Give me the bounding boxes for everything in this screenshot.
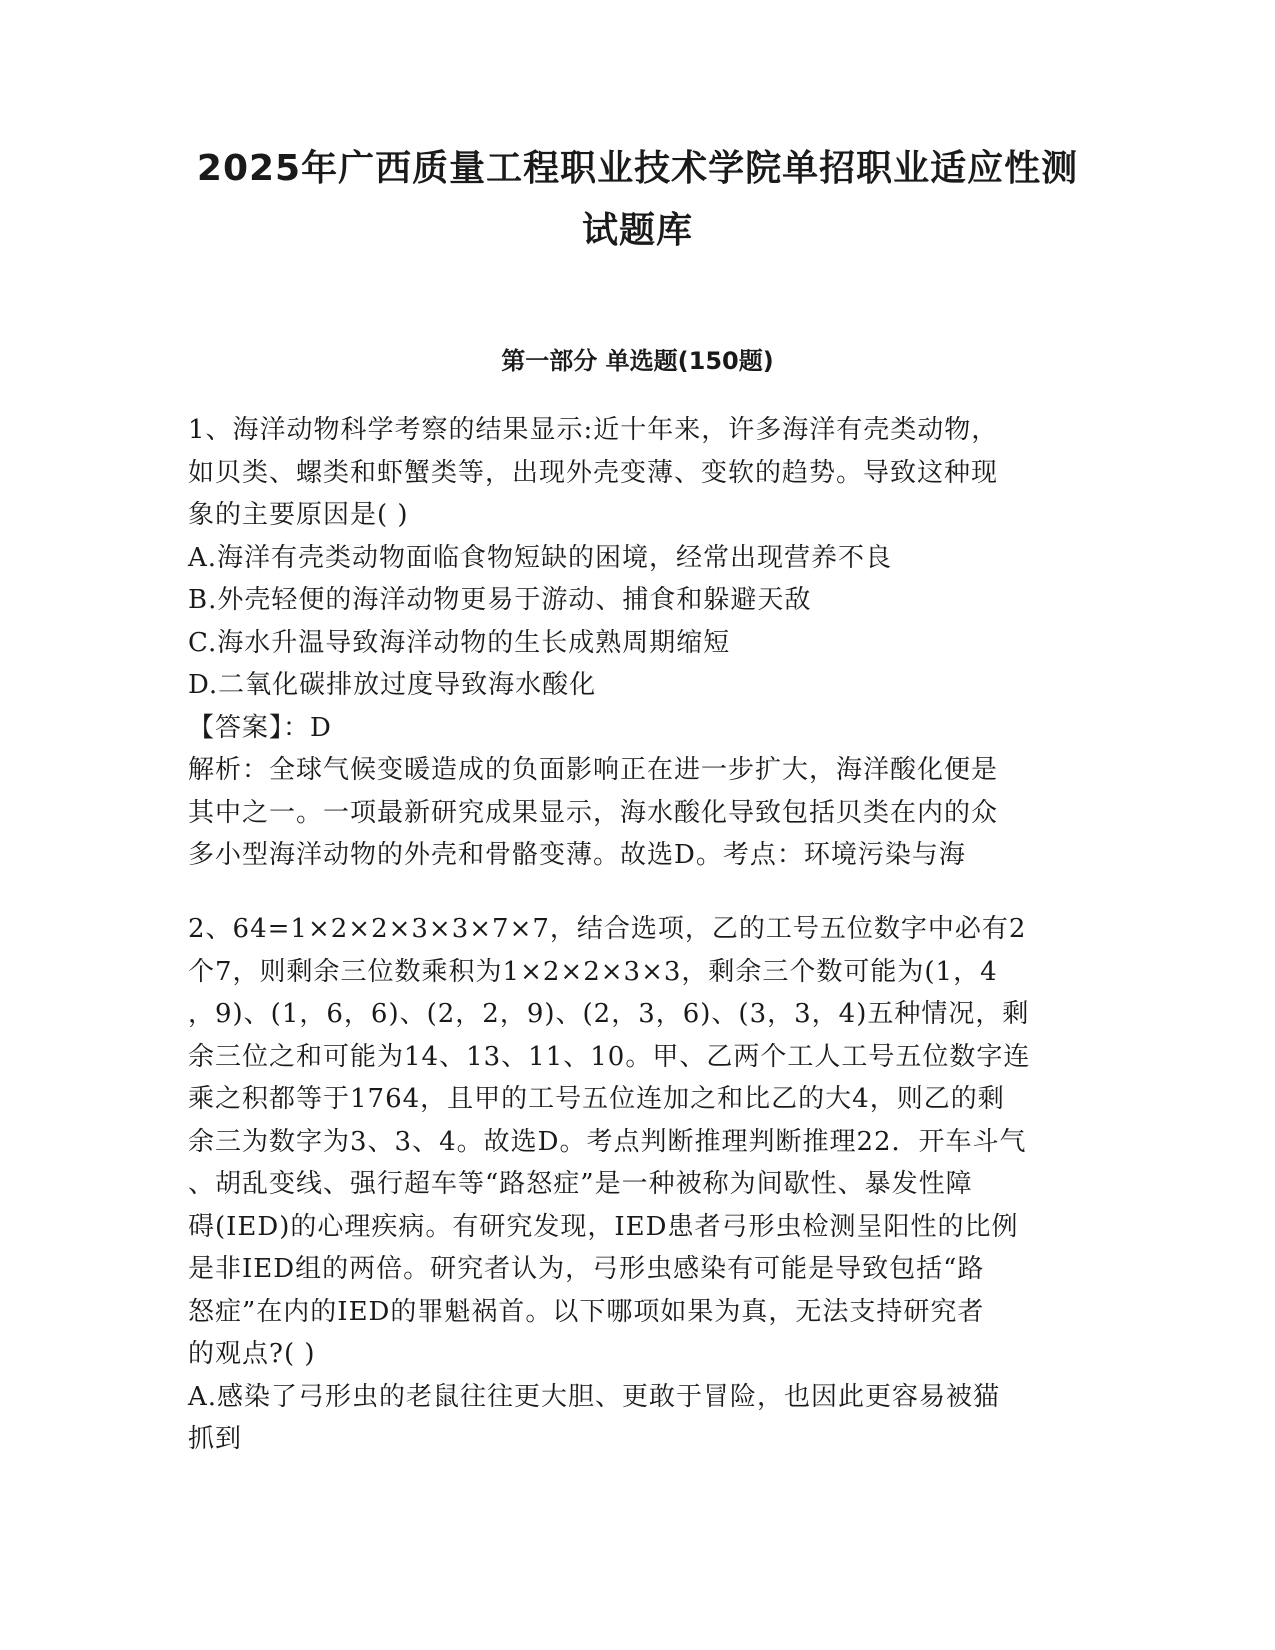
question-1-line: 1、海洋动物科学考察的结果显示:近十年来，许多海洋有壳类动物，: [188, 415, 999, 445]
question-1-analysis-line: 解析：全球气候变暖造成的负面影响正在进一步扩大，海洋酸化便是: [188, 755, 999, 785]
question-1-option-a: A.海洋有壳类动物面临食物短缺的困境，经常出现营养不良: [188, 542, 893, 573]
question-1-option-d: D.二氧化碳排放过度导致海水酸化: [188, 670, 597, 700]
question-2-option-a: A.感染了弓形虫的老鼠往往更大胆、更敢于冒险，也因此更容易被猫: [188, 1381, 1001, 1412]
section-title: 第一部分 单选题(150题): [501, 347, 774, 375]
question-1: [188, 409, 1088, 877]
document-title-line-2: 试题库: [581, 210, 693, 251]
question-2-line: 2、64=1×2×2×3×3×7×7，结合选项，乙的工号五位数字中必有2: [188, 914, 1027, 944]
question-2-line: 碍(IED)的心理疾病。有研究发现，IED患者弓形虫检测呈阳性的比例: [188, 1211, 1019, 1242]
question-2-line: 的观点?( ): [188, 1339, 316, 1369]
question-2-line: ，9)、(1，6，6)、(2，2，9)、(2，3，6)、(3，3，4)五种情况，剩: [188, 999, 1030, 1029]
question-2-option-a-cont: 抓到: [188, 1424, 243, 1454]
question-1-line: 象的主要原因是( ): [188, 500, 409, 530]
question-2-line: 余三为数字为3、3、4。故选D。考点判断推理判断推理22．开车斗气: [188, 1126, 1027, 1157]
question-2-line: 是非IED组的两倍。研究者认为，弓形虫感染有可能是导致包括“路: [188, 1254, 985, 1284]
question-2: [188, 908, 1088, 1461]
question-2-line: 余三位之和可能为14、13、11、10。甲、乙两个工人工号五位数字连: [188, 1041, 1031, 1072]
question-2-line: 乘之积都等于1764，且甲的工号五位连加之和比乙的大4，则乙的剩: [188, 1084, 1005, 1114]
question-1-option-b: B.外壳轻便的海洋动物更易于游动、捕食和躲避天敌: [188, 585, 812, 615]
document-title-line-1: 2025年广西质量工程职业技术学院单招职业适应性测: [196, 148, 1079, 189]
question-2-line: 个7，则剩余三位数乘积为1×2×2×3×3，剩余三个数可能为(1，4: [188, 956, 998, 987]
question-1-analysis-line: 其中之一。一项最新研究成果显示，海水酸化导致包括贝类在内的众: [188, 797, 999, 828]
question-1-answer: 【答案】：D: [188, 712, 332, 743]
question-2-line: 、胡乱变线、强行超车等“路怒症”是一种被称为间歇性、暴发性障: [188, 1169, 973, 1199]
question-1-analysis-line: 多小型海洋动物的外壳和骨骼变薄。故选D。考点：环境污染与海: [188, 840, 966, 870]
question-1-line: 如贝类、螺类和虾蟹类等，出现外壳变薄、变软的趋势。导致这种现: [188, 457, 999, 488]
document-title: [150, 138, 1125, 262]
question-1-option-c: C.海水升温导致海洋动物的生长成熟周期缩短: [188, 627, 731, 658]
question-2-line: 怒症”在内的IED的罪魁祸首。以下哪项如果为真，无法支持研究者: [188, 1296, 985, 1327]
